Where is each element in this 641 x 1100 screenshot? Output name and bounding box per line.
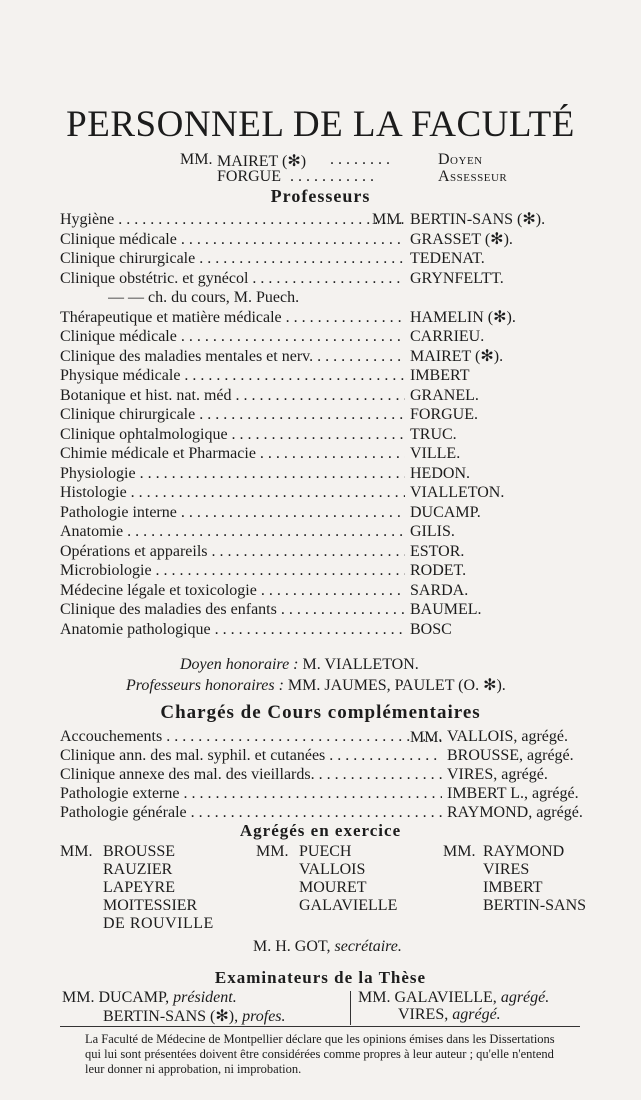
professeur-row (0, 464, 641, 484)
agrege-name: GALAVIELLE (299, 897, 398, 914)
professeur-name: BERTIN-SANS (✻). (410, 211, 546, 228)
professeur-name: VIALLETON. (410, 484, 505, 501)
professeur-name: FORGUE. (410, 406, 479, 423)
officer-doyen-mm: MM. (180, 151, 213, 168)
professeur-row (0, 249, 641, 269)
charge-name: VIRES, agrégé. (447, 766, 548, 783)
examinateur-name: VIRES, (398, 1006, 449, 1023)
professeur-name: VILLE. (410, 445, 461, 462)
professeur-name: GRASSET (✻). (410, 230, 513, 248)
professeur-row (0, 269, 641, 289)
charge-subject: Clinique ann. des mal. syphil. et cutanées . . . (60, 746, 442, 766)
professeur-row (0, 444, 641, 464)
agrege-name: LAPEYRE (103, 879, 175, 896)
examinateur-name: MM. DUCAMP, (62, 989, 170, 1006)
charges-mm: MM. (410, 729, 443, 746)
professeur-row (0, 425, 641, 445)
professeur-name: ESTOR. (410, 542, 465, 560)
charge-subject: Pathologie générale . . . (60, 803, 442, 823)
professeur-row (0, 581, 641, 601)
charge-row (0, 765, 641, 785)
examinateur-left-2 (103, 1006, 286, 1026)
agreges-col-1 (103, 843, 214, 933)
examinateur-right-2 (398, 1006, 501, 1024)
agrege-name: MOURET (299, 879, 367, 896)
professeur-subject: Thérapeutique et matière médicale . . . (60, 308, 405, 328)
agreges-col-3 (483, 843, 586, 915)
professeur-name: BAUMEL. (410, 601, 482, 618)
agrege-name: BROUSSE (103, 843, 176, 860)
agrege-name: RAUZIER (103, 861, 173, 878)
officer-doyen-name: MAIRET (✻) (217, 153, 307, 170)
professeur-subject: Clinique médicale . . . (60, 327, 405, 347)
agrege-name: DE ROUVILLE (103, 915, 214, 932)
charge-row (0, 803, 641, 823)
professeur-name: GILIS. (410, 523, 455, 540)
professeur-row (0, 600, 641, 620)
section-heading-professeurs: Professeurs (270, 186, 371, 206)
charge-row (0, 784, 641, 804)
charge-row (0, 746, 641, 766)
charge-subject: Clinique annexe des mal. des vieillards. . . . (60, 765, 442, 785)
professeur-row (0, 522, 641, 542)
charge-subject: Accouchements . . . (60, 727, 442, 747)
professeur-name: RODET. (410, 562, 467, 579)
professeur-subject: Opérations et appareils . . . (60, 542, 405, 562)
agreges-col-1-mm: MM. (60, 843, 93, 860)
officer-assesseur-dots: . . . . . . . . . . . (290, 168, 374, 185)
professeur-name: HEDON. (410, 464, 470, 482)
examinateur-role: agrégé. (452, 1006, 501, 1023)
officer-assesseur-name: FORGUE (217, 168, 282, 185)
examinateur-left-1 (62, 989, 237, 1007)
agrege-name: IMBERT (483, 879, 543, 896)
professeur-row (0, 308, 641, 328)
agrege-name: VALLOIS (299, 861, 366, 878)
professeur-subject: Physiologie . . . (60, 464, 405, 484)
professeur-name: BOSC (410, 620, 452, 638)
professeur-row (0, 561, 641, 581)
professeur-name: GRYNFELTT. (410, 269, 504, 287)
doyen-honoraire (180, 656, 419, 674)
professeur-row (0, 347, 641, 367)
professeur-subject: Microbiologie . . . (60, 561, 405, 581)
professeur-name: MAIRET (✻). (410, 347, 504, 365)
professeur-name: GRANEL. (410, 386, 479, 404)
professeur-name: CARRIEU. (410, 328, 485, 345)
examinateurs-divider (350, 991, 351, 1025)
agreges-col-2 (299, 843, 397, 915)
professeur-name: SARDA. (410, 581, 469, 599)
professeurs-mm: MM. (372, 211, 405, 228)
professeur-subject: Clinique médicale . . . (60, 230, 405, 250)
agreges-col-3-mm: MM. (443, 843, 476, 860)
professeur-subject: Botanique et hist. nat. méd . . . (60, 386, 405, 406)
professeur-name: DUCAMP. (410, 503, 481, 521)
charge-name: IMBERT L., agrégé. (447, 785, 579, 802)
agrege-name: BERTIN-SANS (483, 897, 587, 914)
footer-rule (60, 1026, 580, 1027)
professeur-subject: Clinique chirurgicale . . . (60, 249, 405, 269)
agreges-col-2-mm: MM. (256, 843, 289, 860)
examinateur-role: président. (173, 989, 237, 1006)
professeurs-honoraires (126, 675, 506, 695)
section-heading-charges: Chargés de Cours complémentaires (160, 702, 481, 723)
charge-name: VALLOIS, agrégé. (447, 728, 569, 745)
doyen-honoraire-label: Doyen honoraire : (180, 656, 299, 673)
professeur-row (0, 327, 641, 347)
secretaire (253, 938, 402, 956)
professeur-subject: Clinique chirurgicale . . . (60, 405, 405, 425)
professeur-row (0, 210, 641, 230)
professeur-row (0, 288, 641, 308)
professeur-subject: Clinique des maladies des enfants . . . (60, 600, 405, 620)
professeur-row (0, 386, 641, 406)
examinateur-right-1 (358, 989, 549, 1007)
professeur-subject: Histologie . . . (60, 483, 405, 503)
professeur-subject: Chimie médicale et Pharmacie . . . (60, 444, 405, 464)
agrege-name: VIRES (483, 861, 530, 878)
professeurs-honoraires-names: MM. JAUMES, PAULET (O. ✻). (287, 677, 506, 694)
professeur-row (0, 405, 641, 425)
professeur-name: IMBERT (410, 367, 470, 384)
officer-doyen-role: Doyen (438, 151, 483, 168)
professeur-subject: Hygiène . . . (60, 210, 405, 230)
charge-name: BROUSSE, agrégé. (447, 747, 574, 764)
doyen-honoraire-name: M. VIALLETON. (302, 656, 419, 673)
examinateur-role: profes. (242, 1008, 286, 1025)
professeur-subject: Pathologie interne . . . (60, 503, 405, 523)
secretaire-name: M. H. GOT, (253, 938, 331, 955)
charge-row (0, 727, 641, 747)
professeur-row (0, 542, 641, 562)
professeur-name: TRUC. (410, 425, 457, 443)
section-heading-agreges: Agrégés en exercice (239, 821, 402, 840)
professeur-name: TEDENAT. (410, 250, 485, 267)
examinateur-role: agrégé. (500, 989, 550, 1006)
professeur-subject: Anatomie pathologique . . . (60, 620, 405, 640)
agrege-name: MOITESSIER (103, 897, 198, 914)
professeur-subject: — — ch. du cours, M. Puech. (108, 289, 300, 306)
professeur-subject: Anatomie . . . (60, 522, 405, 542)
professeur-subject: Clinique des maladies mentales et nerv. . . . (60, 347, 405, 367)
secretaire-role: secrétaire. (334, 938, 402, 955)
examinateur-name: MM. GALAVIELLE, (358, 989, 497, 1006)
professeur-row (0, 230, 641, 250)
professeur-subject: Physique médicale . . . (60, 366, 405, 386)
examinateur-name: BERTIN-SANS (✻), (103, 1008, 239, 1025)
professeur-row (0, 503, 641, 523)
professeur-row (0, 620, 641, 640)
professeurs-honoraires-label: Professeurs honoraires : (126, 677, 284, 694)
charge-subject: Pathologie externe . . . (60, 784, 442, 804)
agrege-name: PUECH (299, 843, 352, 860)
professeur-row (0, 483, 641, 503)
agrege-name: RAYMOND (483, 843, 565, 860)
professeur-name: HAMELIN (✻). (410, 308, 516, 326)
professeur-subject: Médecine légale et toxicologie . . . (60, 581, 405, 601)
disclaimer-note: La Faculté de Médecine de Montpellier déclare que les opinions émises dans les Dissertations qui lui sont présentées doivent être considérées comme propres à leur auteur ; qu'elle n'entend leur donner ni approbation, ni improbation. (85, 1032, 555, 1076)
charge-name: RAYMOND, agrégé. (447, 804, 583, 821)
professeur-subject: Clinique ophtalmologique . . . (60, 425, 405, 445)
officer-assesseur-role: Assesseur (438, 168, 508, 185)
page-title: PERSONNEL DE LA FACULTÉ (66, 104, 575, 145)
professeur-subject: Clinique obstétric. et gynécol . . . (60, 269, 405, 289)
section-heading-examinateurs: Examinateurs de la Thèse (214, 968, 427, 987)
professeur-row (0, 366, 641, 386)
officer-doyen-dots: . . . . . . . . (330, 151, 390, 168)
